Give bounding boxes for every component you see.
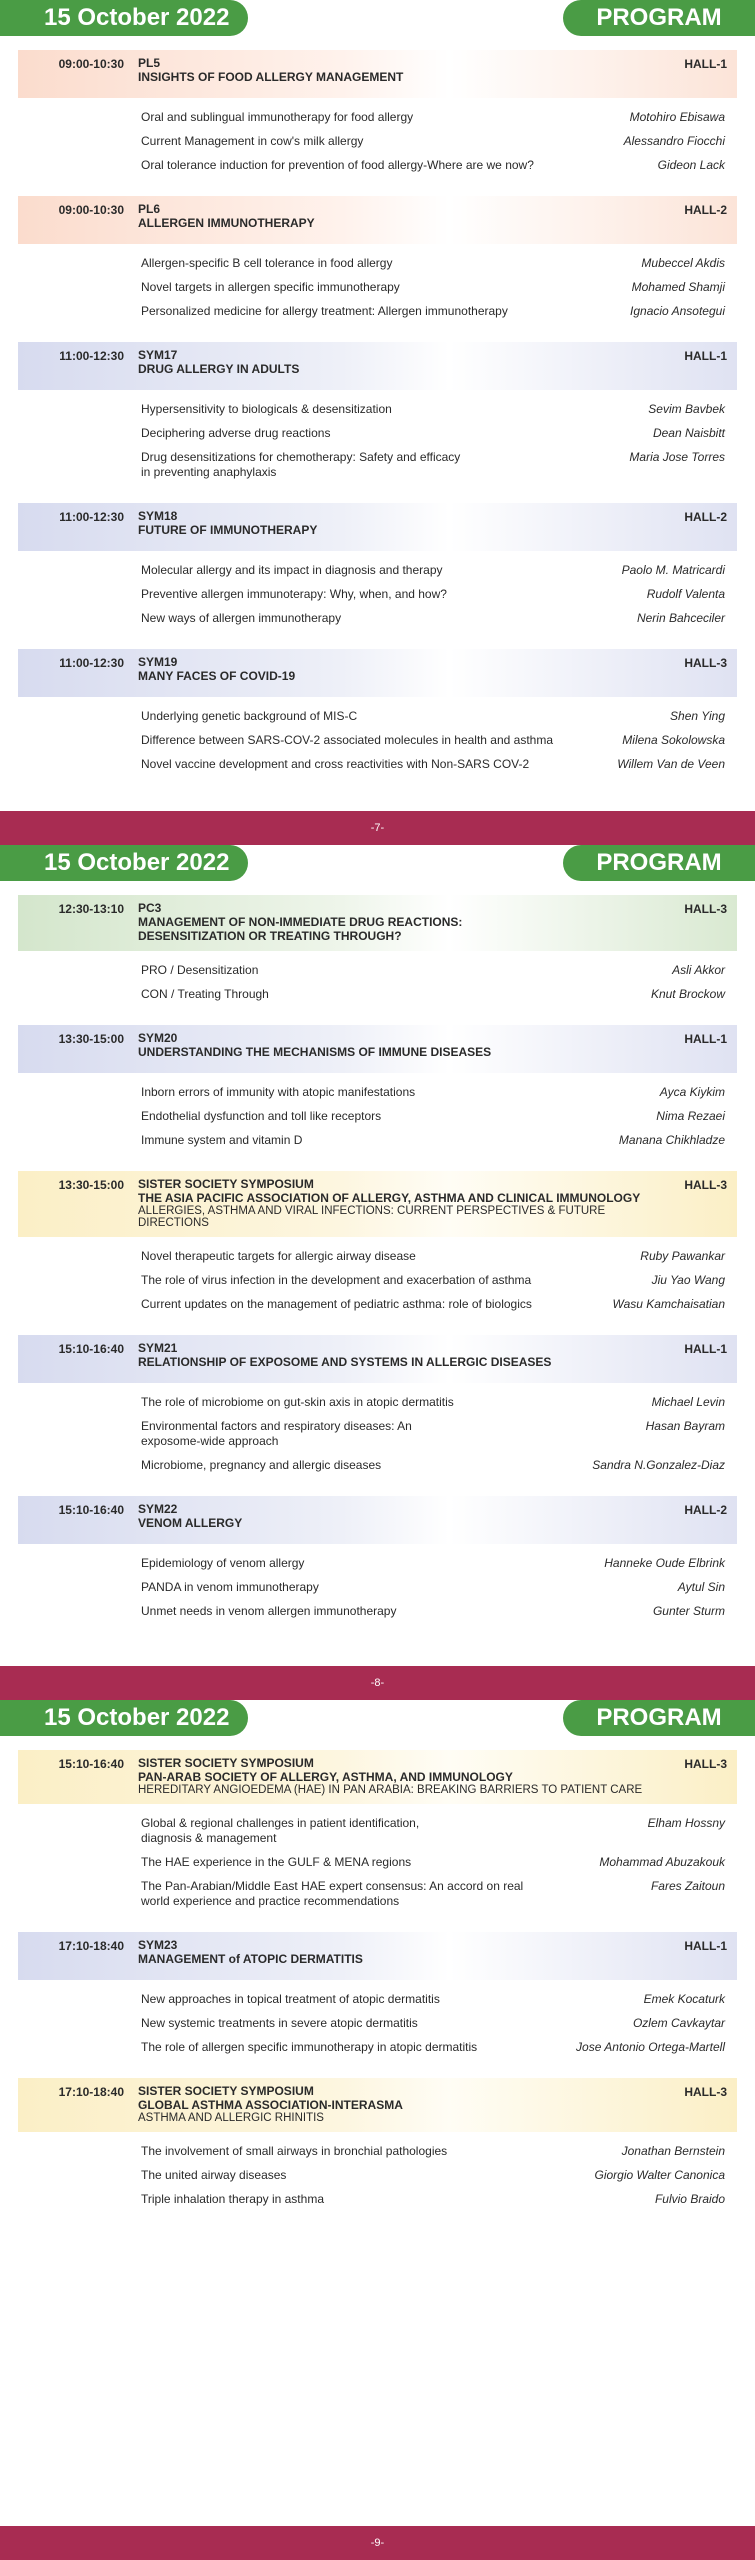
page-footer: -7-	[0, 811, 755, 845]
session-title: FUTURE OF IMMUNOTHERAPY	[138, 523, 318, 537]
talk-row	[141, 1816, 725, 1846]
session-code: SYM23	[138, 1938, 178, 1952]
talk-row	[141, 1273, 725, 1288]
talk-row	[141, 1556, 725, 1571]
talk-title: New systemic treatments in severe atopic dermatitis	[141, 2016, 418, 2030]
session-title: DRUG ALLERGY IN ADULTS	[138, 362, 300, 376]
session	[0, 342, 755, 493]
talk-title: Personalized medicine for allergy treatment: Allergen immunotherapy	[141, 304, 508, 318]
talk-title: The united airway diseases	[141, 2168, 287, 2182]
talk-speaker: Giorgio Walter Canonica	[594, 2168, 725, 2182]
talk-title: Drug desensitizations for chemotherapy: Safety and efficacy in preventing anaphylaxis	[141, 450, 461, 479]
session-title: ALLERGEN IMMUNOTHERAPY	[138, 216, 315, 230]
talk-row	[141, 1085, 725, 1100]
session-time: 12:30-13:10	[58, 902, 124, 916]
talk-row	[141, 1109, 725, 1124]
talk-speaker: Shen Ying	[670, 709, 725, 723]
session-hall: HALL-1	[684, 1032, 727, 1046]
talk-row	[141, 587, 725, 602]
session-time: 11:00-12:30	[59, 349, 124, 363]
session-code: PL5	[138, 56, 161, 70]
program-page-8	[0, 845, 755, 1700]
page-footer: -8-	[0, 1666, 755, 1700]
talk-speaker: Hasan Bayram	[645, 1419, 725, 1433]
talk-row	[141, 450, 725, 480]
date-banner: 15 October 2022	[0, 0, 248, 36]
session-hall: HALL-3	[684, 1757, 727, 1771]
talk-row	[141, 426, 725, 441]
session-title: MANAGEMENT OF NON-IMMEDIATE DRUG REACTIONS: DESENSITIZATION OR TREATING THROUGH?	[138, 915, 463, 943]
talk-row	[141, 2016, 725, 2031]
talk-title: Endothelial dysfunction and toll like receptors	[141, 1109, 382, 1123]
program-banner: PROGRAM	[563, 1700, 755, 1736]
talk-row	[141, 733, 725, 748]
talk-title: The role of allergen specific immunotherapy in atopic dermatitis	[141, 2040, 478, 2054]
session-time: 11:00-12:30	[59, 656, 124, 670]
page-header	[0, 0, 755, 36]
talk-speaker: Motohiro Ebisawa	[629, 110, 725, 124]
talk-title: The role of microbiome on gut-skin axis in atopic dermatitis	[141, 1395, 454, 1409]
session-hall: HALL-2	[684, 510, 727, 524]
talk-speaker: Fares Zaitoun	[650, 1879, 725, 1893]
talk-row	[141, 304, 725, 319]
session-code: SISTER SOCIETY SYMPOSIUM	[138, 2084, 314, 2098]
program-page-7	[0, 0, 755, 845]
session-title: UNDERSTANDING THE MECHANISMS OF IMMUNE DISEASES	[138, 1045, 492, 1059]
talk-row	[141, 963, 725, 978]
talk-row	[141, 1992, 725, 2007]
session-time: 15:10-16:40	[58, 1757, 124, 1771]
session	[0, 1496, 755, 1632]
session-header	[18, 196, 737, 244]
talk-speaker: Nima Rezaei	[656, 1109, 725, 1123]
session-code: PC3	[138, 901, 162, 915]
program-page-9	[0, 1700, 755, 2560]
talk-speaker: Aytul Sin	[677, 1580, 725, 1594]
page-header	[0, 845, 755, 881]
talk-title: Hypersensitivity to biologicals & desensitization	[141, 402, 392, 416]
session-time: 17:10-18:40	[58, 1939, 124, 1953]
talk-row	[141, 1297, 725, 1312]
talk-title: Deciphering adverse drug reactions	[141, 426, 331, 440]
talk-title: Oral and sublingual immunotherapy for food allergy	[141, 110, 414, 124]
talk-title: The HAE experience in the GULF & MENA regions	[141, 1855, 412, 1869]
session-header	[18, 895, 737, 951]
page-footer: -9-	[0, 2526, 755, 2560]
talk-speaker: Ruby Pawankar	[640, 1249, 725, 1263]
talk-speaker: Asli Akkor	[672, 963, 725, 977]
session-header	[18, 342, 737, 390]
talk-speaker: Manana Chikhladze	[618, 1133, 725, 1147]
talk-speaker: Hanneke Oude Elbrink	[604, 1556, 725, 1570]
talk-speaker: Mohammad Abuzakouk	[599, 1855, 725, 1869]
session-hall: HALL-1	[684, 1342, 727, 1356]
session-time: 09:00-10:30	[58, 57, 124, 71]
talk-row	[141, 2168, 725, 2183]
session-hall: HALL-3	[684, 656, 727, 670]
session-title: GLOBAL ASTHMA ASSOCIATION-INTERASMA	[138, 2098, 403, 2112]
talk-row	[141, 987, 725, 1002]
talk-row	[141, 2040, 725, 2055]
talk-row	[141, 1604, 725, 1619]
session	[0, 1932, 755, 2068]
talk-speaker: Wasu Kamchaisatian	[612, 1297, 725, 1311]
session-time: 09:00-10:30	[58, 203, 124, 217]
talk-speaker: Paolo M. Matricardi	[621, 563, 725, 577]
session-header	[18, 1750, 737, 1804]
session-hall: HALL-1	[684, 349, 727, 363]
session-hall: HALL-3	[684, 902, 727, 916]
talk-row	[141, 1855, 725, 1870]
talk-title: PANDA in venom immunotherapy	[141, 1580, 319, 1594]
session-code: SYM21	[138, 1341, 178, 1355]
talk-title: The Pan-Arabian/Middle East HAE expert consensus: An accord on real world experience and practice recommendations	[141, 1879, 524, 1908]
session	[0, 1171, 755, 1325]
session-header	[18, 503, 737, 551]
talk-row	[141, 1419, 725, 1449]
session-code: SYM20	[138, 1031, 178, 1045]
talk-speaker: Elham Hossny	[647, 1816, 725, 1830]
talk-speaker: Gunter Sturm	[652, 1604, 725, 1618]
talk-speaker: Jose Antonio Ortega-Martell	[576, 2040, 725, 2054]
talk-row	[141, 402, 725, 417]
talk-speaker: Rudolf Valenta	[646, 587, 725, 601]
session-header	[18, 649, 737, 697]
talk-speaker: Michael Levin	[651, 1395, 725, 1409]
session-header	[18, 1496, 737, 1544]
session-title: RELATIONSHIP OF EXPOSOME AND SYSTEMS IN ALLERGIC DISEASES	[138, 1355, 552, 1369]
session-title: INSIGHTS OF FOOD ALLERGY MANAGEMENT	[138, 70, 404, 84]
session	[0, 503, 755, 639]
talk-row	[141, 110, 725, 125]
talk-speaker: Fulvio Braido	[654, 2192, 725, 2206]
session-title: VENOM ALLERGY	[138, 1516, 243, 1530]
talk-speaker: Willem Van de Veen	[617, 757, 725, 771]
session	[0, 50, 755, 186]
session	[0, 2078, 755, 2220]
talk-row	[141, 1249, 725, 1264]
talk-row	[141, 757, 725, 772]
talk-row	[141, 563, 725, 578]
talk-title: Global & regional challenges in patient identification, diagnosis & management	[141, 1816, 420, 1845]
talk-row	[141, 2144, 725, 2159]
session	[0, 895, 755, 1015]
talk-title: Novel targets in allergen specific immunotherapy	[141, 280, 400, 294]
session-code: SISTER SOCIETY SYMPOSIUM	[138, 1756, 314, 1770]
talk-speaker: Jiu Yao Wang	[651, 1273, 725, 1287]
session-code: SISTER SOCIETY SYMPOSIUM	[138, 1177, 314, 1191]
talk-row	[141, 134, 725, 149]
talk-title: The involvement of small airways in bronchial pathologies	[141, 2144, 448, 2158]
talk-row	[141, 1395, 725, 1410]
talk-title: Preventive allergen immunoterapy: Why, when, and how?	[141, 587, 447, 601]
session-code: SYM19	[138, 655, 178, 669]
talk-title: Novel vaccine development and cross reactivities with Non-SARS COV-2	[141, 757, 530, 771]
talk-title: Novel therapeutic targets for allergic airway disease	[141, 1249, 416, 1263]
talk-speaker: Knut Brockow	[650, 987, 725, 1001]
session	[0, 196, 755, 332]
session-title: MANAGEMENT of ATOPIC DERMATITIS	[138, 1952, 363, 1966]
talk-speaker: Maria Jose Torres	[629, 450, 725, 464]
talk-speaker: Gideon Lack	[657, 158, 725, 172]
talk-title: Current Management in cow's milk allergy	[141, 134, 364, 148]
session-header	[18, 50, 737, 98]
session-time: 17:10-18:40	[58, 2085, 124, 2099]
talk-title: Epidemiology of venom allergy	[141, 1556, 305, 1570]
session	[0, 1025, 755, 1161]
talk-speaker: Milena Sokolowska	[622, 733, 725, 747]
session-code: SYM18	[138, 509, 178, 523]
session-time: 13:30-15:00	[58, 1032, 124, 1046]
talk-speaker: Mohamed Shamji	[631, 280, 725, 294]
talk-row	[141, 1580, 725, 1595]
session-hall: HALL-1	[684, 57, 727, 71]
talk-title: New ways of allergen immunotherapy	[141, 611, 342, 625]
talk-title: Microbiome, pregnancy and allergic diseases	[141, 1458, 382, 1472]
talk-row	[141, 1133, 725, 1148]
talk-speaker: Ignacio Ansotegui	[630, 304, 725, 318]
session-code: PL6	[138, 202, 161, 216]
program-banner: PROGRAM	[563, 0, 755, 36]
talk-row	[141, 611, 725, 626]
session-title: MANY FACES OF COVID-19	[138, 669, 296, 683]
session-code: SYM22	[138, 1502, 178, 1516]
talk-speaker: Sevim Bavbek	[648, 402, 725, 416]
talk-row	[141, 709, 725, 724]
date-banner: 15 October 2022	[0, 1700, 248, 1736]
program-banner: PROGRAM	[563, 845, 755, 881]
talk-row	[141, 2192, 725, 2207]
talk-speaker: Nerin Bahceciler	[636, 611, 725, 625]
talk-title: New approaches in topical treatment of atopic dermatitis	[141, 1992, 440, 2006]
talk-title: Underlying genetic background of MIS-C	[141, 709, 358, 723]
talk-speaker: Jonathan Bernstein	[621, 2144, 725, 2158]
session-hall: HALL-3	[684, 2085, 727, 2099]
talk-title: Allergen-specific B cell tolerance in food allergy	[141, 256, 393, 270]
session-hall: HALL-3	[684, 1178, 727, 1192]
talk-row	[141, 1458, 725, 1473]
session-hall: HALL-2	[684, 203, 727, 217]
talk-title: The role of virus infection in the development and exacerbation of asthma	[141, 1273, 532, 1287]
session-time: 15:10-16:40	[58, 1342, 124, 1356]
session-hall: HALL-1	[684, 1939, 727, 1953]
talk-speaker: Mubeccel Akdis	[641, 256, 725, 270]
session-subtitle: HEREDITARY ANGIOEDEMA (HAE) IN PAN ARABIA: BREAKING BARRIERS TO PATIENT CARE	[138, 1784, 643, 1796]
talk-title: Immune system and vitamin D	[141, 1133, 303, 1147]
session-code: SYM17	[138, 348, 178, 362]
talk-title: Oral tolerance induction for prevention of food allergy-Where are we now?	[141, 158, 534, 172]
session-header	[18, 1335, 737, 1383]
talk-title: Environmental factors and respiratory diseases: An exposome-wide approach	[141, 1419, 412, 1448]
talk-speaker: Emek Kocaturk	[643, 1992, 725, 2006]
talk-title: PRO / Desensitization	[141, 963, 259, 977]
talk-title: CON / Treating Through	[141, 987, 269, 1001]
session	[0, 1750, 755, 1922]
talk-row	[141, 280, 725, 295]
talk-row	[141, 1879, 725, 1909]
talk-speaker: Ozlem Cavkaytar	[632, 2016, 725, 2030]
session-time: 13:30-15:00	[58, 1178, 124, 1192]
page-header	[0, 1700, 755, 1736]
talk-speaker: Ayca Kiykim	[659, 1085, 725, 1099]
talk-row	[141, 256, 725, 271]
session-title: THE ASIA PACIFIC ASSOCIATION OF ALLERGY, ASTHMA AND CLINICAL IMMUNOLOGY	[138, 1191, 641, 1205]
session-header	[18, 1932, 737, 1980]
talk-title: Unmet needs in venom allergen immunotherapy	[141, 1604, 397, 1618]
session-time: 15:10-16:40	[58, 1503, 124, 1517]
session-header	[18, 1171, 737, 1237]
talk-title: Current updates on the management of pediatric asthma: role of biologics	[141, 1297, 532, 1311]
talk-speaker: Alessandro Fiocchi	[623, 134, 725, 148]
talk-title: Molecular allergy and its impact in diagnosis and therapy	[141, 563, 443, 577]
talk-title: Inborn errors of immunity with atopic manifestations	[141, 1085, 416, 1099]
session-hall: HALL-2	[684, 1503, 727, 1517]
session-time: 11:00-12:30	[59, 510, 124, 524]
session	[0, 1335, 755, 1486]
talk-title: Difference between SARS-COV-2 associated molecules in health and asthma	[141, 733, 554, 747]
talk-speaker: Sandra N.Gonzalez-Diaz	[592, 1458, 725, 1472]
date-banner: 15 October 2022	[0, 845, 248, 881]
session-subtitle: ASTHMA AND ALLERGIC RHINITIS	[138, 2112, 324, 2124]
talk-title: Triple inhalation therapy in asthma	[141, 2192, 324, 2206]
talk-row	[141, 158, 725, 173]
session	[0, 649, 755, 785]
session-subtitle: ALLERGIES, ASTHMA AND VIRAL INFECTIONS: CURRENT PERSPECTIVES & FUTURE DIRECTIONS	[138, 1205, 606, 1229]
session-header	[18, 1025, 737, 1073]
talk-speaker: Dean Naisbitt	[652, 426, 725, 440]
session-header	[18, 2078, 737, 2132]
session-title: PAN-ARAB SOCIETY OF ALLERGY, ASTHMA, AND IMMUNOLOGY	[138, 1770, 513, 1784]
